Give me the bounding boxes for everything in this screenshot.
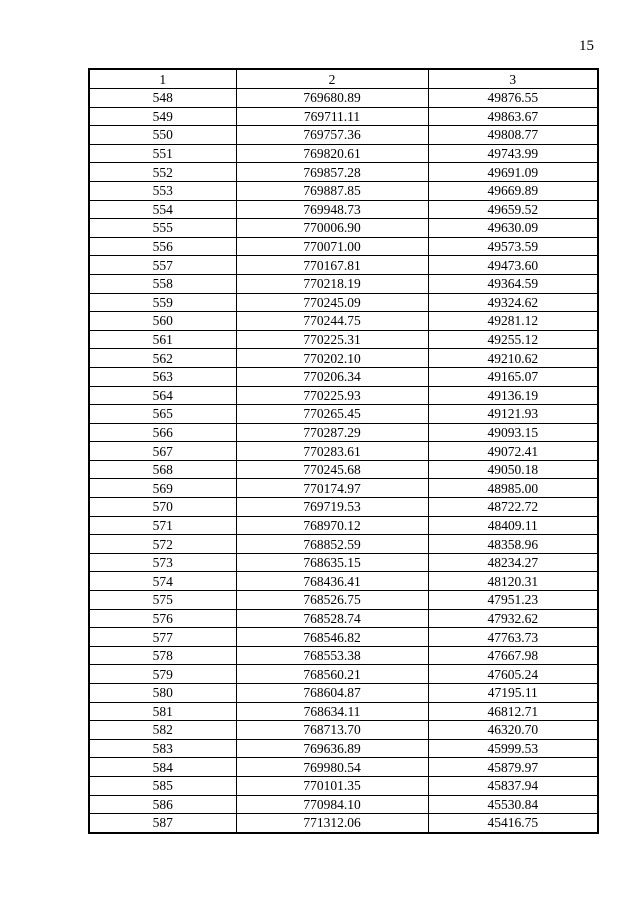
table-row xyxy=(89,739,598,758)
y-coordinate-cell: 49324.62 xyxy=(428,293,598,312)
y-coordinate-cell: 46320.70 xyxy=(428,721,598,740)
x-coordinate-cell: 771312.06 xyxy=(236,814,428,833)
table-row xyxy=(89,591,598,610)
y-coordinate-cell: 45530.84 xyxy=(428,795,598,814)
point-number-cell: 568 xyxy=(89,460,236,479)
x-coordinate-cell: 768713.70 xyxy=(236,721,428,740)
table-row xyxy=(89,89,598,108)
table-row xyxy=(89,256,598,275)
point-number-cell: 560 xyxy=(89,312,236,331)
table-row xyxy=(89,628,598,647)
point-number-cell: 578 xyxy=(89,646,236,665)
x-coordinate-cell: 768553.38 xyxy=(236,646,428,665)
y-coordinate-cell: 49808.77 xyxy=(428,126,598,145)
table-body xyxy=(89,89,598,833)
point-number-cell: 570 xyxy=(89,498,236,517)
y-coordinate-cell: 48985.00 xyxy=(428,479,598,498)
y-coordinate-cell: 49691.09 xyxy=(428,163,598,182)
point-number-cell: 581 xyxy=(89,702,236,721)
x-coordinate-cell: 770245.68 xyxy=(236,460,428,479)
y-coordinate-cell: 48120.31 xyxy=(428,572,598,591)
point-number-cell: 567 xyxy=(89,442,236,461)
point-number-cell: 572 xyxy=(89,535,236,554)
point-number-cell: 571 xyxy=(89,516,236,535)
y-coordinate-cell: 49050.18 xyxy=(428,460,598,479)
point-number-cell: 550 xyxy=(89,126,236,145)
table-row xyxy=(89,107,598,126)
y-coordinate-cell: 48409.11 xyxy=(428,516,598,535)
table-row xyxy=(89,572,598,591)
x-coordinate-cell: 770101.35 xyxy=(236,776,428,795)
x-coordinate-cell: 769887.85 xyxy=(236,181,428,200)
x-coordinate-cell: 768526.75 xyxy=(236,591,428,610)
table-row xyxy=(89,219,598,238)
x-coordinate-cell: 769680.89 xyxy=(236,89,428,108)
table-row xyxy=(89,312,598,331)
table-row xyxy=(89,721,598,740)
x-coordinate-cell: 770174.97 xyxy=(236,479,428,498)
point-number-cell: 585 xyxy=(89,776,236,795)
y-coordinate-cell: 49093.15 xyxy=(428,423,598,442)
x-coordinate-cell: 770218.19 xyxy=(236,274,428,293)
y-coordinate-cell: 49669.89 xyxy=(428,181,598,200)
y-coordinate-cell: 48722.72 xyxy=(428,498,598,517)
x-coordinate-cell: 770202.10 xyxy=(236,349,428,368)
table-row xyxy=(89,553,598,572)
point-number-cell: 558 xyxy=(89,274,236,293)
table-row xyxy=(89,442,598,461)
point-number-cell: 552 xyxy=(89,163,236,182)
x-coordinate-cell: 770245.09 xyxy=(236,293,428,312)
y-coordinate-cell: 45837.94 xyxy=(428,776,598,795)
y-coordinate-cell: 49743.99 xyxy=(428,144,598,163)
table-row xyxy=(89,163,598,182)
y-coordinate-cell: 49121.93 xyxy=(428,405,598,424)
table-row xyxy=(89,776,598,795)
point-number-cell: 551 xyxy=(89,144,236,163)
table-row xyxy=(89,144,598,163)
point-number-cell: 587 xyxy=(89,814,236,833)
point-number-cell: 563 xyxy=(89,367,236,386)
column-header-3: 3 xyxy=(428,69,598,89)
column-header-1: 1 xyxy=(89,69,236,89)
table-row xyxy=(89,684,598,703)
x-coordinate-cell: 770071.00 xyxy=(236,237,428,256)
table-row xyxy=(89,758,598,777)
y-coordinate-cell: 49863.67 xyxy=(428,107,598,126)
table-row xyxy=(89,181,598,200)
point-number-cell: 584 xyxy=(89,758,236,777)
point-number-cell: 583 xyxy=(89,739,236,758)
point-number-cell: 555 xyxy=(89,219,236,238)
x-coordinate-cell: 770283.61 xyxy=(236,442,428,461)
table-row xyxy=(89,702,598,721)
point-number-cell: 579 xyxy=(89,665,236,684)
point-number-cell: 586 xyxy=(89,795,236,814)
y-coordinate-cell: 49364.59 xyxy=(428,274,598,293)
point-number-cell: 565 xyxy=(89,405,236,424)
point-number-cell: 557 xyxy=(89,256,236,275)
x-coordinate-cell: 769719.53 xyxy=(236,498,428,517)
point-number-cell: 573 xyxy=(89,553,236,572)
point-number-cell: 554 xyxy=(89,200,236,219)
y-coordinate-cell: 49281.12 xyxy=(428,312,598,331)
x-coordinate-cell: 770244.75 xyxy=(236,312,428,331)
x-coordinate-cell: 770984.10 xyxy=(236,795,428,814)
y-coordinate-cell: 49165.07 xyxy=(428,367,598,386)
y-coordinate-cell: 47951.23 xyxy=(428,591,598,610)
y-coordinate-cell: 47195.11 xyxy=(428,684,598,703)
x-coordinate-cell: 769636.89 xyxy=(236,739,428,758)
y-coordinate-cell: 48358.96 xyxy=(428,535,598,554)
table-row xyxy=(89,274,598,293)
x-coordinate-cell: 769757.36 xyxy=(236,126,428,145)
point-number-cell: 574 xyxy=(89,572,236,591)
x-coordinate-cell: 770225.31 xyxy=(236,330,428,349)
table-row xyxy=(89,126,598,145)
x-coordinate-cell: 768528.74 xyxy=(236,609,428,628)
table-row xyxy=(89,609,598,628)
x-coordinate-cell: 768634.11 xyxy=(236,702,428,721)
table-row xyxy=(89,200,598,219)
point-number-cell: 577 xyxy=(89,628,236,647)
table-row xyxy=(89,479,598,498)
x-coordinate-cell: 768436.41 xyxy=(236,572,428,591)
x-coordinate-cell: 768604.87 xyxy=(236,684,428,703)
x-coordinate-cell: 770225.93 xyxy=(236,386,428,405)
y-coordinate-cell: 49473.60 xyxy=(428,256,598,275)
x-coordinate-cell: 768560.21 xyxy=(236,665,428,684)
point-number-cell: 569 xyxy=(89,479,236,498)
x-coordinate-cell: 769711.11 xyxy=(236,107,428,126)
table-row xyxy=(89,237,598,256)
y-coordinate-cell: 45879.97 xyxy=(428,758,598,777)
table-row xyxy=(89,665,598,684)
point-number-cell: 575 xyxy=(89,591,236,610)
x-coordinate-cell: 768635.15 xyxy=(236,553,428,572)
table-row xyxy=(89,646,598,665)
point-number-cell: 564 xyxy=(89,386,236,405)
x-coordinate-cell: 768970.12 xyxy=(236,516,428,535)
table-row xyxy=(89,423,598,442)
point-number-cell: 562 xyxy=(89,349,236,368)
point-number-cell: 559 xyxy=(89,293,236,312)
point-number-cell: 566 xyxy=(89,423,236,442)
y-coordinate-cell: 46812.71 xyxy=(428,702,598,721)
page-number: 15 xyxy=(579,38,594,54)
table-row xyxy=(89,349,598,368)
point-number-cell: 576 xyxy=(89,609,236,628)
table-row xyxy=(89,498,598,517)
y-coordinate-cell: 49136.19 xyxy=(428,386,598,405)
y-coordinate-cell: 49630.09 xyxy=(428,219,598,238)
table-row xyxy=(89,814,598,833)
table-row xyxy=(89,460,598,479)
y-coordinate-cell: 49573.59 xyxy=(428,237,598,256)
x-coordinate-cell: 768546.82 xyxy=(236,628,428,647)
y-coordinate-cell: 45999.53 xyxy=(428,739,598,758)
y-coordinate-cell: 49072.41 xyxy=(428,442,598,461)
x-coordinate-cell: 770006.90 xyxy=(236,219,428,238)
x-coordinate-cell: 769948.73 xyxy=(236,200,428,219)
x-coordinate-cell: 769980.54 xyxy=(236,758,428,777)
header-row xyxy=(89,69,598,89)
point-number-cell: 582 xyxy=(89,721,236,740)
point-number-cell: 549 xyxy=(89,107,236,126)
table-row xyxy=(89,795,598,814)
y-coordinate-cell: 49210.62 xyxy=(428,349,598,368)
table-row xyxy=(89,293,598,312)
x-coordinate-cell: 769857.28 xyxy=(236,163,428,182)
point-number-cell: 553 xyxy=(89,181,236,200)
y-coordinate-cell: 47667.98 xyxy=(428,646,598,665)
column-header-2: 2 xyxy=(236,69,428,89)
point-number-cell: 548 xyxy=(89,89,236,108)
y-coordinate-cell: 47605.24 xyxy=(428,665,598,684)
y-coordinate-cell: 49876.55 xyxy=(428,89,598,108)
x-coordinate-cell: 770206.34 xyxy=(236,367,428,386)
table-row xyxy=(89,405,598,424)
y-coordinate-cell: 49255.12 xyxy=(428,330,598,349)
table-row xyxy=(89,367,598,386)
table-row xyxy=(89,386,598,405)
x-coordinate-cell: 770265.45 xyxy=(236,405,428,424)
table-row xyxy=(89,516,598,535)
y-coordinate-cell: 49659.52 xyxy=(428,200,598,219)
y-coordinate-cell: 47763.73 xyxy=(428,628,598,647)
y-coordinate-cell: 45416.75 xyxy=(428,814,598,833)
y-coordinate-cell: 47932.62 xyxy=(428,609,598,628)
x-coordinate-cell: 770287.29 xyxy=(236,423,428,442)
x-coordinate-cell: 768852.59 xyxy=(236,535,428,554)
x-coordinate-cell: 770167.81 xyxy=(236,256,428,275)
table-row xyxy=(89,535,598,554)
table-row xyxy=(89,330,598,349)
table-header xyxy=(89,69,598,89)
point-number-cell: 556 xyxy=(89,237,236,256)
point-number-cell: 561 xyxy=(89,330,236,349)
y-coordinate-cell: 48234.27 xyxy=(428,553,598,572)
point-number-cell: 580 xyxy=(89,684,236,703)
coordinates-table xyxy=(88,68,599,834)
x-coordinate-cell: 769820.61 xyxy=(236,144,428,163)
